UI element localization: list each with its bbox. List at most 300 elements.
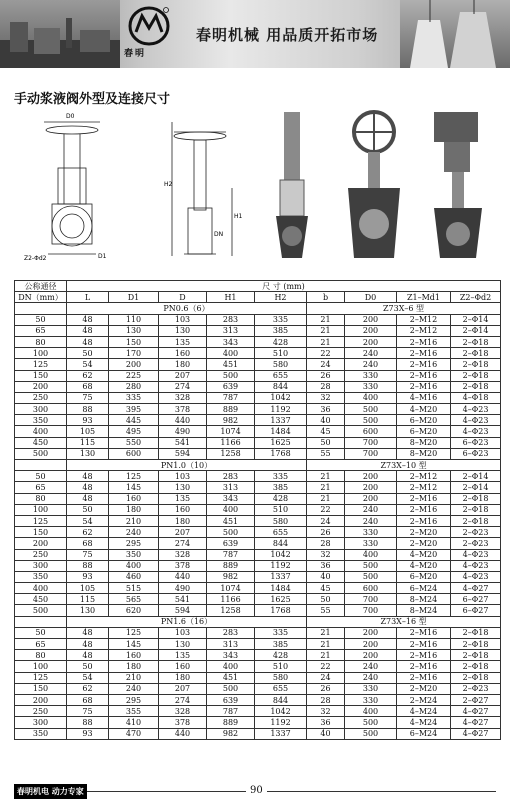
table-cell: 93 [67,571,109,582]
table-cell: 160 [159,661,207,672]
table-cell: 150 [109,336,159,347]
table-cell: 54 [67,672,109,683]
table-row [15,560,501,571]
table-cell: 410 [109,717,159,728]
table-cell: 844 [255,694,307,705]
table-cell: 300 [15,404,67,415]
table-row [15,549,501,560]
label-dn: DN [214,231,224,238]
table-cell: 400 [207,504,255,515]
table-cell: 1625 [255,437,307,448]
table-cell: 200 [345,493,397,504]
table-cell: 580 [255,515,307,526]
table-cell: 6–Φ23 [451,448,501,459]
table-cell: 210 [109,515,159,526]
table-cell: 105 [67,583,109,594]
table-cell: 240 [345,661,397,672]
table-cell: 110 [109,314,159,325]
table-cell: 88 [67,404,109,415]
table-cell: 62 [67,683,109,694]
table-cell: 130 [159,639,207,650]
table-cell: 982 [207,571,255,582]
table-cell: 400 [345,549,397,560]
table-cell: 6–M20 [397,571,451,582]
table-cell: 93 [67,728,109,739]
table-cell: 207 [159,370,207,381]
table-cell: 240 [109,527,159,538]
table-cell: 200 [345,627,397,638]
table-cell: 500 [207,683,255,694]
table-row [15,583,501,594]
header-col-3: D [159,292,207,303]
table-cell: 4–Φ23 [451,404,501,415]
table-cell: 125 [15,515,67,526]
table-row [15,392,501,403]
table-cell: 4–Φ23 [451,560,501,571]
table-cell: 440 [159,415,207,426]
table-cell: 2–M16 [397,336,451,347]
table-cell: 2–M20 [397,683,451,694]
table-cell: 2–Φ14 [451,471,501,482]
table-cell: 145 [109,639,159,650]
valve-drawings [14,108,498,278]
table-row [15,672,501,683]
table-cell: 2–M12 [397,471,451,482]
table-cell: 180 [159,359,207,370]
table-cell: 2–Φ18 [451,359,501,370]
table-cell: 1074 [207,583,255,594]
table-cell: 1484 [255,426,307,437]
table-cell: 54 [67,515,109,526]
table-cell: 2–Φ18 [451,493,501,504]
table-cell: 600 [109,448,159,459]
table-row [15,650,501,661]
table-cell: 274 [159,381,207,392]
valve-photo-1 [276,112,308,258]
valve-photo-3 [434,112,482,258]
page-header-banner [0,0,510,68]
table-cell: 21 [307,639,345,650]
header-slogan: 春明机械 用品质开拓市场 [196,26,379,44]
table-cell: 125 [15,672,67,683]
table-cell: 335 [255,314,307,325]
table-cell: 2–Φ23 [451,527,501,538]
table-row [15,336,501,347]
valve-photo-2 [348,112,400,258]
table-cell: 787 [207,392,255,403]
table-cell: 240 [345,672,397,683]
table-row [15,571,501,582]
table-cell: 565 [109,594,159,605]
table-cell: 1258 [207,605,255,616]
table-cell: 400 [15,583,67,594]
table-cell: 440 [159,571,207,582]
table-header-row-2 [15,292,501,303]
table-cell: 48 [67,493,109,504]
table-cell: 2–M16 [397,515,451,526]
table-cell: 21 [307,325,345,336]
table-cell: 274 [159,538,207,549]
table-cell: 510 [255,504,307,515]
table-row [15,504,501,515]
table-cell: 1768 [255,448,307,459]
table-cell: 550 [109,437,159,448]
table-cell: 135 [159,650,207,661]
table-cell: 28 [307,381,345,392]
table-cell: 125 [109,471,159,482]
table-cell: 395 [109,404,159,415]
table-cell: 2–M16 [397,359,451,370]
table-cell: 2–Φ18 [451,639,501,650]
table-cell: 200 [15,538,67,549]
table-cell: 639 [207,381,255,392]
table-section-row [15,616,501,627]
table-cell: 65 [15,639,67,650]
page-footer [0,776,510,808]
table-cell: 700 [345,605,397,616]
factory-image-left [0,0,120,68]
table-cell: 300 [15,560,67,571]
table-row [15,527,501,538]
table-cell: 283 [207,627,255,638]
table-cell: 21 [307,650,345,661]
label-bolts: Z2-Φd2 [24,255,47,262]
table-cell: 48 [67,336,109,347]
table-row [15,370,501,381]
table-row [15,717,501,728]
table-cell: 6–M20 [397,426,451,437]
table-cell: 510 [255,348,307,359]
label-d0: D0 [66,113,75,120]
cooling-towers-image-right [400,0,510,68]
table-row [15,348,501,359]
table-cell: 36 [307,404,345,415]
table-cell: 130 [159,325,207,336]
table-cell: 313 [207,325,255,336]
table-cell: 500 [345,571,397,582]
table-cell: 295 [109,538,159,549]
table-cell: 75 [67,706,109,717]
table-cell: 22 [307,348,345,359]
table-cell: 490 [159,426,207,437]
table-cell: 170 [109,348,159,359]
label-h1: H1 [234,213,243,220]
table-cell: 48 [67,325,109,336]
table-cell: 28 [307,694,345,705]
table-cell: 500 [345,560,397,571]
table-row [15,639,501,650]
table-cell: 22 [307,661,345,672]
table-cell: 48 [67,471,109,482]
table-cell: 4–M16 [397,392,451,403]
table-cell: 600 [345,583,397,594]
table-cell: 115 [67,437,109,448]
table-cell: 4–Φ23 [451,571,501,582]
table-cell: 250 [15,706,67,717]
label-h2: H2 [164,181,173,188]
table-cell: 2–Φ18 [451,650,501,661]
table-cell: 45 [307,583,345,594]
table-cell: 6–Φ27 [451,605,501,616]
table-cell: 343 [207,493,255,504]
table-cell: 400 [345,392,397,403]
table-cell: 655 [255,527,307,538]
table-cell: 515 [109,583,159,594]
header-col-1: L [67,292,109,303]
table-cell: 2–M20 [397,527,451,538]
table-cell: 2–Φ14 [451,482,501,493]
table-cell: 428 [255,650,307,661]
table-cell: 6–Φ23 [451,437,501,448]
table-cell: 378 [159,717,207,728]
table-cell: 440 [159,728,207,739]
table-cell: 1166 [207,437,255,448]
table-cell: 2–M16 [397,381,451,392]
table-cell: 1042 [255,392,307,403]
table-cell: 4–Φ23 [451,415,501,426]
table-row [15,661,501,672]
table-cell: 50 [15,627,67,638]
table-cell: 400 [207,661,255,672]
table-cell: 207 [159,527,207,538]
table-cell: 889 [207,717,255,728]
table-cell: 700 [345,448,397,459]
table-cell: 844 [255,538,307,549]
table-cell: 594 [159,605,207,616]
table-cell: 21 [307,471,345,482]
table-cell: 68 [67,694,109,705]
table-cell: 4–Φ27 [451,728,501,739]
table-cell: 150 [15,683,67,694]
table-cell: 50 [67,661,109,672]
table-cell: 50 [67,348,109,359]
table-cell: 240 [345,359,397,370]
table-cell: 180 [159,672,207,683]
table-cell: 328 [159,392,207,403]
table-row [15,314,501,325]
section-pressure: PN1.6（16） [67,616,307,627]
table-cell: 40 [307,415,345,426]
table-cell: 160 [159,348,207,359]
table-cell: 88 [67,560,109,571]
table-cell: 4–Φ27 [451,583,501,594]
header-col-8: Z1–Md1 [397,292,451,303]
table-cell: 400 [207,348,255,359]
table-cell: 2–M16 [397,627,451,638]
table-cell: 88 [67,717,109,728]
table-cell: 4–Φ18 [451,392,501,403]
table-cell: 40 [307,728,345,739]
table-cell: 2–M16 [397,639,451,650]
table-row [15,437,501,448]
table-cell: 500 [345,404,397,415]
table-cell: 50 [67,504,109,515]
table-cell: 580 [255,672,307,683]
table-header-row-1 [15,281,501,292]
table-cell: 335 [255,471,307,482]
dimension-table [14,280,501,740]
table-cell: 200 [345,325,397,336]
table-cell: 280 [109,381,159,392]
table-cell: 335 [255,627,307,638]
table-cell: 6–M20 [397,415,451,426]
table-cell: 115 [67,594,109,605]
table-cell: 2–M24 [397,694,451,705]
table-cell: 68 [67,538,109,549]
table-cell: 385 [255,639,307,650]
table-cell: 200 [345,650,397,661]
table-cell: 4–Φ23 [451,426,501,437]
table-cell: 400 [345,706,397,717]
table-cell: 385 [255,325,307,336]
table-cell: 470 [109,728,159,739]
table-cell: 283 [207,314,255,325]
table-cell: 26 [307,683,345,694]
table-row [15,448,501,459]
table-cell: 80 [15,493,67,504]
section-blank [15,303,67,314]
table-cell: 32 [307,392,345,403]
table-cell: 207 [159,683,207,694]
table-cell: 400 [109,560,159,571]
table-cell: 2–M12 [397,314,451,325]
table-cell: 200 [345,639,397,650]
table-cell: 2–Φ18 [451,627,501,638]
table-cell: 500 [15,448,67,459]
table-cell: 495 [109,426,159,437]
table-cell: 1768 [255,605,307,616]
table-cell: 2–Φ18 [451,515,501,526]
table-cell: 200 [345,482,397,493]
table-cell: 135 [159,336,207,347]
table-cell: 240 [109,683,159,694]
table-cell: 1484 [255,583,307,594]
table-cell: 160 [159,504,207,515]
table-cell: 4–M20 [397,404,451,415]
table-cell: 32 [307,549,345,560]
table-cell: 200 [345,314,397,325]
table-cell: 50 [307,437,345,448]
table-row [15,694,501,705]
table-cell: 378 [159,404,207,415]
table-cell: 6–Φ27 [451,594,501,605]
table-cell: 1042 [255,549,307,560]
table-cell: 343 [207,336,255,347]
table-cell: 982 [207,728,255,739]
table-cell: 451 [207,515,255,526]
section-model: Z73X–16 型 [307,616,501,627]
table-cell: 655 [255,683,307,694]
table-cell: 4–M20 [397,549,451,560]
table-cell: 2–Φ23 [451,538,501,549]
table-cell: 2–Φ23 [451,683,501,694]
table-cell: 541 [159,594,207,605]
table-cell: 48 [67,639,109,650]
table-cell: 460 [109,571,159,582]
table-row [15,594,501,605]
table-cell: 80 [15,650,67,661]
table-row [15,538,501,549]
table-row [15,359,501,370]
table-cell: 100 [15,661,67,672]
table-cell: 68 [67,381,109,392]
table-cell: 335 [109,392,159,403]
table-row [15,493,501,504]
table-cell: 26 [307,370,345,381]
table-cell: 283 [207,471,255,482]
table-cell: 200 [345,471,397,482]
table-cell: 330 [345,527,397,538]
table-cell: 1192 [255,560,307,571]
table-cell: 300 [15,717,67,728]
table-cell: 103 [159,471,207,482]
table-cell: 21 [307,336,345,347]
table-cell: 54 [67,359,109,370]
table-cell: 225 [109,370,159,381]
table-cell: 150 [15,527,67,538]
table-cell: 982 [207,415,255,426]
table-cell: 24 [307,672,345,683]
dimension-table-body [15,281,501,740]
table-cell: 639 [207,538,255,549]
table-cell: 65 [15,482,67,493]
table-cell: 889 [207,560,255,571]
table-cell: 2–Φ18 [451,672,501,683]
table-cell: 2–Φ14 [451,325,501,336]
table-cell: 125 [109,627,159,638]
table-cell: 250 [15,549,67,560]
table-cell: 2–Φ18 [451,336,501,347]
header-col-4: H1 [207,292,255,303]
table-cell: 130 [67,448,109,459]
table-cell: 240 [345,504,397,515]
table-cell: 313 [207,482,255,493]
table-cell: 103 [159,627,207,638]
table-cell: 55 [307,448,345,459]
table-cell: 103 [159,314,207,325]
section-model: Z73X–6 型 [307,303,501,314]
table-cell: 6–M24 [397,583,451,594]
table-cell: 450 [15,437,67,448]
company-logo-icon [128,6,170,46]
table-cell: 490 [159,583,207,594]
table-cell: 8–M20 [397,437,451,448]
table-cell: 1192 [255,717,307,728]
table-cell: 2–Φ18 [451,370,501,381]
table-cell: 4–Φ27 [451,706,501,717]
table-cell: 594 [159,448,207,459]
table-cell: 32 [307,706,345,717]
table-cell: 160 [109,493,159,504]
section-pressure: PN1.0（10） [67,460,307,471]
table-cell: 600 [345,426,397,437]
section-blank [15,460,67,471]
table-cell: 1042 [255,706,307,717]
table-cell: 428 [255,493,307,504]
table-section-row [15,303,501,314]
table-cell: 2–Φ18 [451,661,501,672]
table-cell: 2–M16 [397,370,451,381]
table-cell: 40 [307,571,345,582]
table-cell: 8–M20 [397,448,451,459]
table-cell: 787 [207,706,255,717]
table-cell: 28 [307,538,345,549]
table-cell: 125 [15,359,67,370]
section-blank [15,616,67,627]
table-cell: 274 [159,694,207,705]
table-cell: 21 [307,314,345,325]
table-row [15,325,501,336]
